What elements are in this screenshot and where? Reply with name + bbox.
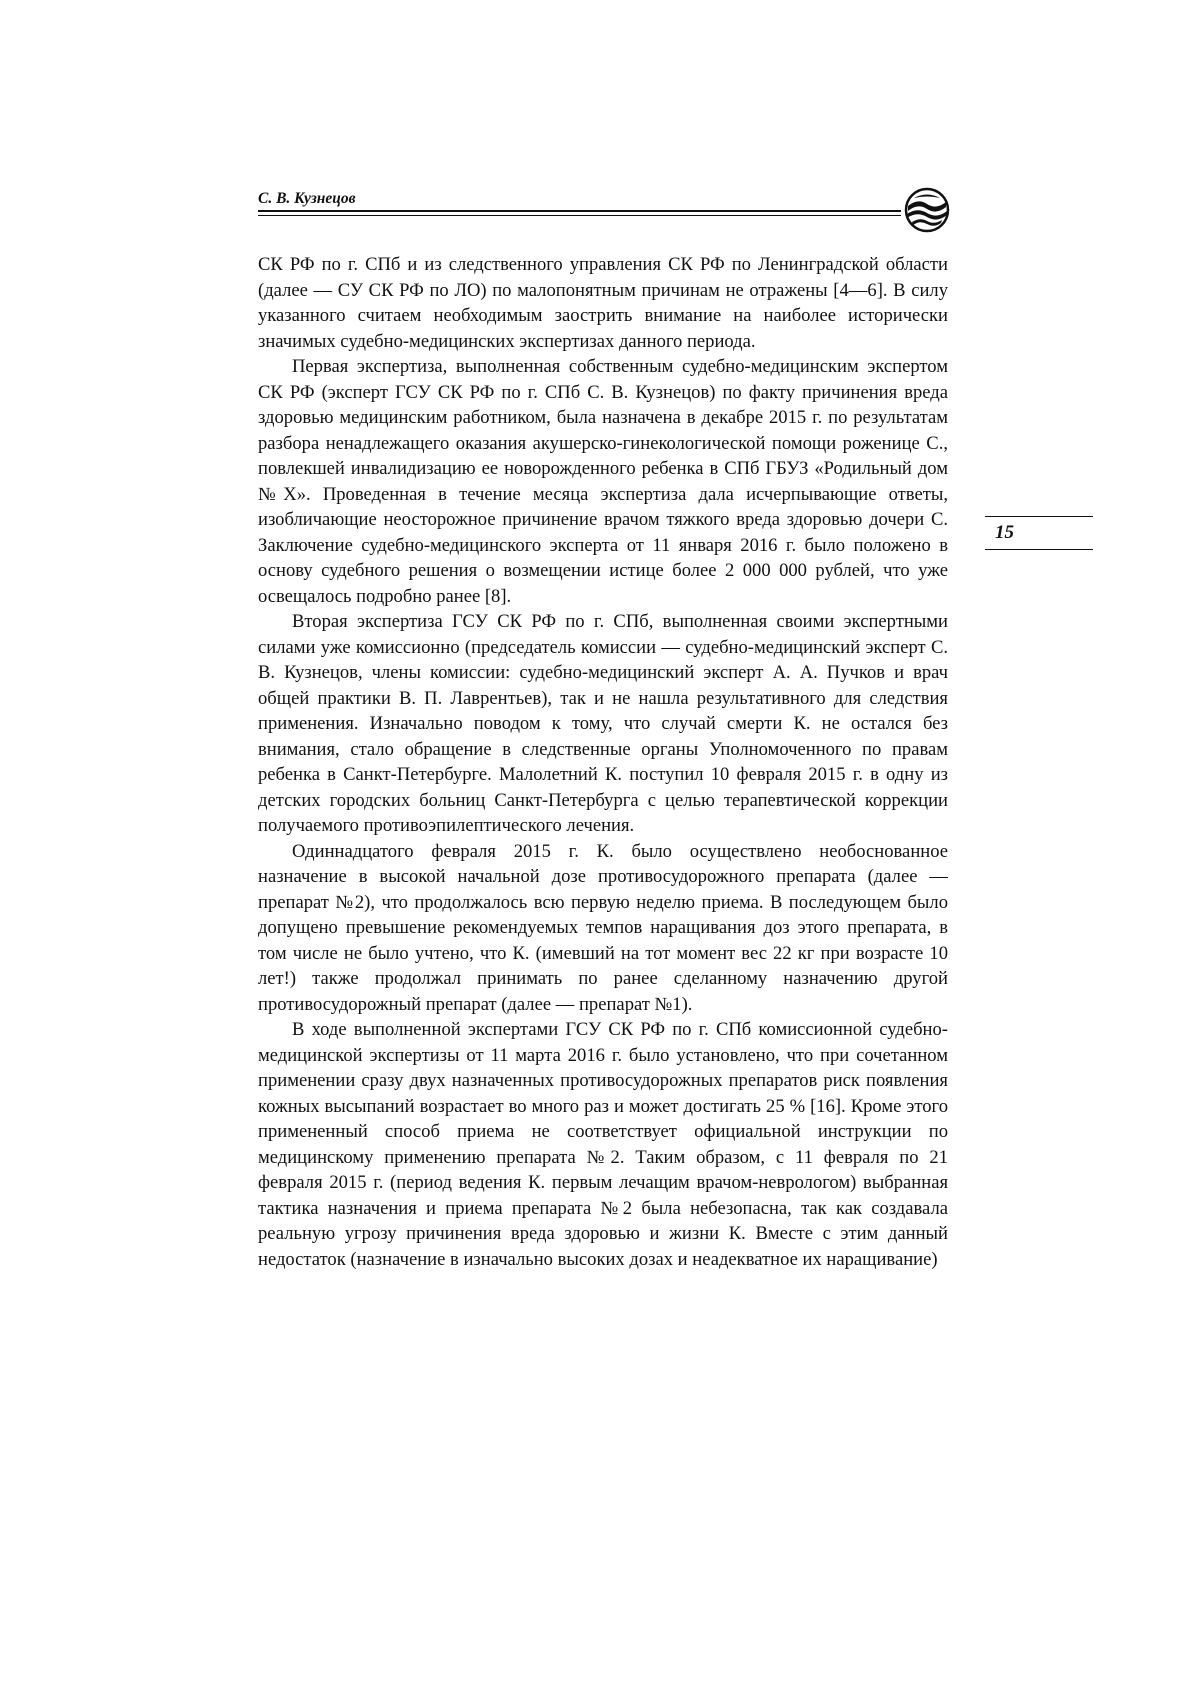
running-head-author: С. В. Кузнецов <box>258 190 356 207</box>
paragraph: Первая экспертиза, выполненная собственным судебно-медицинским экспертом СК РФ (эксперт ГСУ СК РФ по г. СПб С. В. Кузнецов) по факту причинения вреда здоровью медицинским работником, была назначена в декабре 2015 г. по результатам разбора ненадлежащего оказания акушерско-гинекологической помощи роженице С., повлекшей инвалидизацию ее новорожденного ребенка в СПб ГБУЗ «Родильный дом №Х». Проведенная в течение месяца экспертиза дала исчерпывающие ответы, изобличающие неосторожное причинение врачом тяжкого вреда здоровью дочери С. Заключение судебно-медицинского эксперта от 11 января 2016 г. было положено в основу судебного решения о возмещении истице более 2 000 000 рублей, что уже освещалось подробно ранее [8]. <box>258 356 948 607</box>
paragraph: В ходе выполненной экспертами ГСУ СК РФ по г. СПб комиссионной судебно-медицинской экспертизы от 11 марта 2016 г. было установлено, что при сочетанном применении сразу двух назначенных противосудорожных препаратов риск появления кожных высыпаний возрастает во много раз и может достигать 25 % [16]. Кроме этого примененный способ приема не соответствует официальной инструкции по медицинскому применению препарата №2. Таким образом, с 11 февраля по 21 февраля 2015 г. (период ведения К. первым лечащим врачом-неврологом) выбранная тактика назначения и приема препарата №2 была небезопасна, так как создавала реальную угрозу причинения вреда здоровью и жизни К. Вместе с этим данный недостаток (назначение в изначально высоких дозах и неадекватное их наращивание) <box>258 1019 948 1270</box>
article-body <box>258 252 948 1272</box>
header-rule-thick <box>258 210 901 212</box>
running-head <box>258 189 941 219</box>
page-number: 15 <box>995 522 1014 543</box>
page-number-box <box>985 516 1093 550</box>
paragraph: Вторая экспертиза ГСУ СК РФ по г. СПб, выполненная своими экспертными силами уже комиссионно (председатель комиссии — судебно-медицинский эксперт С. В. Кузнецов, члены комиссии: судебно-медицинский эксперт А. А. Пучков и врач общей практики В. П. Лаврентьев), так и не нашла результативного для следствия применения. Изначально поводом к тому, что случай смерти К. не остался без внимания, стало обращение в следственные органы Уполномоченного по правам ребенка в Санкт-Петербурге. Малолетний К. поступил 10 февраля 2015 г. в одну из детских городских больниц Санкт-Петербурга с целью терапевтической коррекции получаемого противоэпилептического лечения. <box>258 611 948 836</box>
header-rule-thin <box>258 215 901 216</box>
paragraph: СК РФ по г. СПб и из следственного управления СК РФ по Ленинградской области (далее — СУ СК РФ по ЛО) по малопонятным причинам не отражены [4—6]. В силу указанного считаем необходимым заострить внимание на наиболее исторически значимых судебно-медицинских экспертизах данного периода. <box>258 254 948 352</box>
journal-logo-icon <box>904 187 950 233</box>
paragraph: Одиннадцатого февраля 2015 г. К. было осуществлено необоснованное назначение в высокой начальной дозе противосудорожного препарата (далее — препарат №2), что продолжалось всю первую неделю приема. В последующем было допущено превышение рекомендуемых темпов наращивания доз этого препарата, в том числе не было учтено, что К. (имевший на тот момент вес 22 кг при возрасте 10 лет!) также продолжал принимать по ранее сделанному назначению другой противосудорожный препарат (далее — препарат №1). <box>258 840 948 1015</box>
